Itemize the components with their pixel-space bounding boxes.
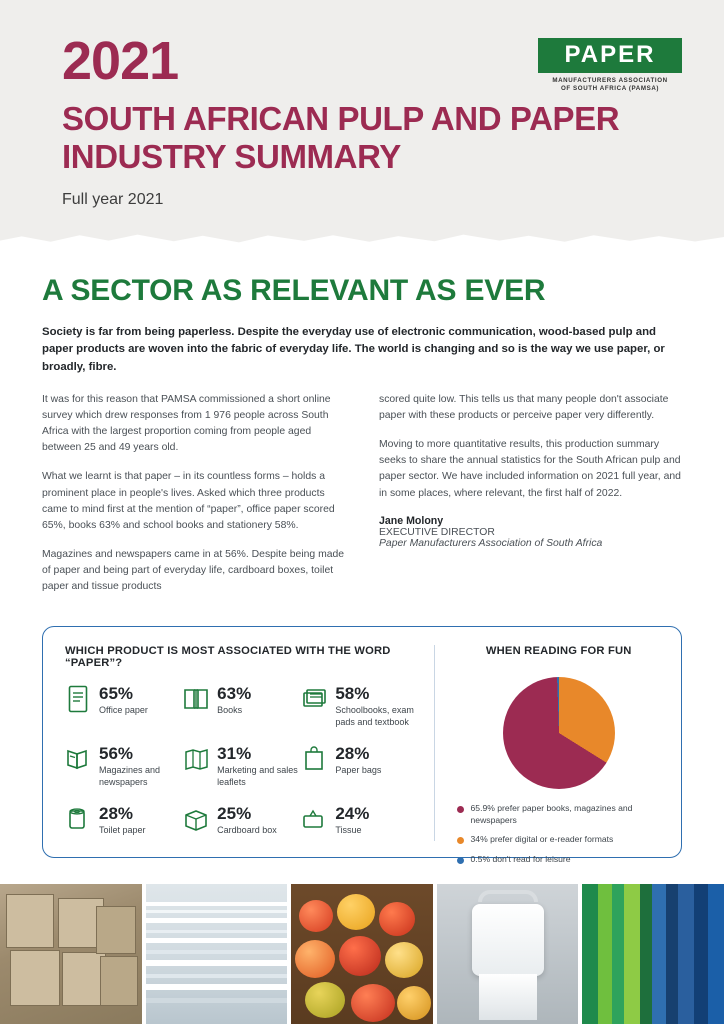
stat-percent: 58% xyxy=(335,684,370,704)
report-year: 2021 xyxy=(62,31,179,91)
legend-label: 34% prefer digital or e-reader formats xyxy=(470,834,614,845)
paper-bag-icon xyxy=(301,745,327,775)
stat-percent: 25% xyxy=(217,804,252,824)
stat-item xyxy=(301,805,419,837)
paragraph: scored quite low. This tells us that many people don't associate paper with these products or perceive paper very differently. xyxy=(379,393,669,422)
reading-preference-section xyxy=(435,645,661,864)
legend-item xyxy=(457,854,661,865)
stat-label: Cardboard box xyxy=(217,825,277,836)
magazine-icon xyxy=(65,745,91,775)
two-column-text xyxy=(42,392,682,608)
toilet-roll-photo xyxy=(437,884,579,1024)
header-band xyxy=(0,0,724,246)
stat-label: Schoolbooks, exam pads and textbook xyxy=(335,705,414,727)
stat-label: Office paper xyxy=(99,705,148,716)
paper-stack-photo xyxy=(146,884,288,1024)
pamsa-logo xyxy=(538,38,682,92)
stat-label: Books xyxy=(217,705,243,716)
stat-label: Tissue xyxy=(335,825,362,836)
statistics-panel xyxy=(42,626,682,864)
legend-label: 65.9% prefer paper books, magazines and newspapers xyxy=(470,803,633,825)
document-icon xyxy=(65,685,91,715)
stat-item xyxy=(65,745,183,788)
logo-wordmark: PAPER xyxy=(538,38,682,73)
product-stat-grid xyxy=(65,685,420,837)
photo-strip xyxy=(0,884,724,1024)
pie-chart-graphic xyxy=(503,677,615,789)
legend-dot-icon xyxy=(457,857,464,864)
stat-percent: 56% xyxy=(99,744,134,764)
stat-item xyxy=(65,685,183,728)
section-heading: A SECTOR AS RELEVANT AS EVER xyxy=(42,274,546,307)
panel-right-title: WHEN READING FOR FUN xyxy=(485,645,632,658)
lead-paragraph: Society is far from being paperless. Despite the everyday use of electronic communication, wood-based pulp and paper products are woven into the fabric of everyday life. The world is changing and so is the way we use paper, or broadly, fibre. xyxy=(42,326,665,373)
stat-label: Magazines and newspapers xyxy=(99,765,161,787)
report-title: SOUTH AFRICAN PULP AND PAPER INDUSTRY SUMMARY xyxy=(62,100,620,175)
legend-dot-icon xyxy=(457,806,464,813)
stat-percent: 28% xyxy=(99,804,134,824)
signature-organisation: Paper Manufacturers Association of South Africa xyxy=(379,537,603,549)
paragraph: Moving to more quantitative results, this production summary seeks to share the annual statistics for the South African pulp and paper sector. We have included information on 2021 full year, and in some places, where relevant, the first half of 2022. xyxy=(379,439,681,499)
left-column xyxy=(42,392,345,608)
legend-item xyxy=(457,803,661,826)
right-column xyxy=(379,392,682,608)
stat-item xyxy=(65,805,183,837)
toilet-roll-icon xyxy=(65,805,91,835)
pie-chart-legend xyxy=(457,803,661,873)
paragraph: What we learnt is that paper – in its countless forms – holds a prominent place in people's lives. Asked which three products came to mind first at the mention of “paper”, office paper scored 65%, books 63% and school books and stationery 58%. xyxy=(42,471,335,531)
tomatoes-in-box-photo xyxy=(291,884,433,1024)
logo-subtitle-line2: OF SOUTH AFRICA (PAMSA) xyxy=(560,85,660,92)
stat-item xyxy=(301,685,419,728)
stat-percent: 63% xyxy=(217,684,252,704)
panel-left-title: WHICH PRODUCT IS MOST ASSOCIATED WITH THE WORD “PAPER”? xyxy=(65,645,391,670)
coloured-fabrics-photo xyxy=(582,884,724,1024)
legend-item xyxy=(457,834,661,845)
legend-label: 0.5% don't read for leisure xyxy=(470,853,571,864)
paragraph: Magazines and newspapers came in at 56%. Despite being made of paper and being part of everyday life, cardboard boxes, toilet paper and tissue products xyxy=(42,548,345,593)
stat-percent: 31% xyxy=(217,744,252,764)
article-body xyxy=(0,246,724,608)
stat-item xyxy=(183,805,301,837)
legend-dot-icon xyxy=(457,837,464,844)
stat-item xyxy=(301,745,419,788)
stat-label: Paper bags xyxy=(335,765,382,776)
stat-label: Marketing and sales leaflets xyxy=(217,765,298,787)
signature-name: Jane Molony xyxy=(379,514,444,527)
stat-percent: 24% xyxy=(335,804,370,824)
leaflet-icon xyxy=(183,745,209,775)
stat-percent: 28% xyxy=(335,744,370,764)
stat-item xyxy=(183,685,301,728)
notebooks-icon xyxy=(301,685,327,715)
stat-percent: 65% xyxy=(99,684,134,704)
stat-item xyxy=(183,745,301,788)
product-association-section xyxy=(65,645,435,841)
pie-chart xyxy=(457,673,661,873)
signature-role: EXECUTIVE DIRECTOR xyxy=(379,526,495,538)
paragraph: It was for this reason that PAMSA commissioned a short online survey which drew responses from 1 976 people across South Africa with the largest proportion coming from people aged between 25 and 49 years old. xyxy=(42,393,331,454)
cardboard-box-icon xyxy=(183,805,209,835)
report-subtitle: Full year 2021 xyxy=(62,191,164,209)
stat-label: Toilet paper xyxy=(99,825,146,836)
tissue-box-icon xyxy=(301,805,327,835)
baled-cardboard-photo xyxy=(0,884,142,1024)
logo-subtitle-line1: MANUFACTURERS ASSOCIATION xyxy=(552,77,668,84)
open-book-icon xyxy=(183,685,209,715)
